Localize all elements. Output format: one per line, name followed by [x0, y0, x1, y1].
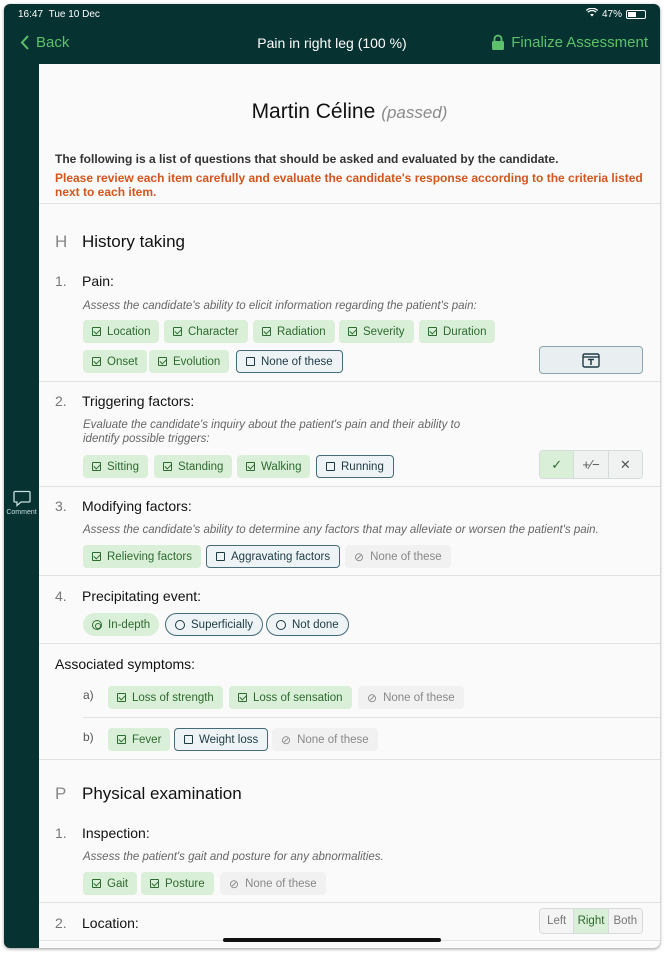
page-title: Pain in right leg (100 %) [257, 35, 407, 51]
nav-bar [4, 24, 660, 64]
chip-fever[interactable]: Fever [108, 728, 170, 751]
candidate-status: (passed) [381, 103, 448, 122]
comment-button[interactable] [4, 490, 39, 516]
chip-severity[interactable]: Severity [339, 320, 414, 343]
sub-label-a: a) [83, 688, 94, 702]
back-label: Back [36, 34, 70, 51]
chip-location[interactable]: Location [83, 320, 159, 343]
evaluate-wrong-button[interactable]: ✕ [608, 451, 642, 478]
radio-in-depth[interactable]: In-depth [83, 613, 159, 636]
chip-radiation[interactable]: Radiation [253, 320, 335, 343]
evaluate-partial-button[interactable]: +⁄− [573, 451, 607, 478]
evaluation-segmented [539, 450, 643, 479]
not-applicable-icon: ⊘ [354, 549, 365, 564]
chip-none-of-these[interactable]: None of these [236, 350, 343, 373]
chip-loss-of-strength[interactable]: Loss of strength [108, 686, 223, 709]
question-description-2: identify possible triggers: [83, 433, 210, 445]
side-right-button[interactable]: Right [573, 909, 607, 933]
finalize-label: Finalize Assessment [511, 34, 648, 51]
sub-label-b: b) [83, 730, 94, 744]
chip-character[interactable]: Character [164, 320, 248, 343]
radio-superficially[interactable]: Superficially [165, 613, 263, 636]
divider [39, 575, 660, 576]
question-description: Assess the candidate's ability to elicit information regarding the patient's pain: [83, 300, 477, 312]
question-precipitating-event: 4. Precipitating event: [55, 588, 202, 604]
status-right [586, 8, 646, 20]
text-toggle-button[interactable] [539, 346, 643, 374]
chip-sitting[interactable]: Sitting [83, 455, 148, 478]
chip-none-of-these[interactable]: ⊘ None of these [272, 728, 378, 751]
chip-none-of-these[interactable]: ⊘ None of these [358, 686, 464, 709]
chip-loss-of-sensation[interactable]: Loss of sensation [229, 686, 352, 709]
assessment-content[interactable] [39, 64, 660, 948]
not-applicable-icon: ⊘ [281, 732, 292, 747]
section-history: H History taking [55, 232, 185, 251]
chip-posture[interactable]: Posture [141, 872, 214, 895]
chip-duration[interactable]: Duration [419, 320, 495, 343]
candidate-header [39, 100, 660, 124]
side-both-button[interactable]: Both [608, 909, 642, 933]
section-physical: P Physical examination [55, 784, 242, 803]
question-location: 2. Location: [55, 915, 139, 931]
divider [83, 717, 660, 718]
warning-text: Please review each item carefully and evaluate the candidate's response according to the criteria listed next to each item. [55, 171, 643, 199]
divider [39, 643, 660, 644]
wifi-icon [586, 8, 598, 20]
chip-onset[interactable]: Onset [83, 350, 147, 373]
app-frame [4, 4, 660, 948]
battery-icon [626, 10, 646, 19]
text-box-icon [582, 353, 600, 368]
chip-aggravating-factors[interactable]: Aggravating factors [206, 545, 340, 568]
chip-standing[interactable]: Standing [154, 455, 232, 478]
finalize-assessment-button[interactable] [491, 34, 648, 51]
question-description: Assess the patient's gait and posture for any abnormalities. [83, 851, 384, 863]
chip-evolution[interactable]: Evolution [149, 350, 229, 373]
radio-not-done[interactable]: Not done [266, 613, 349, 636]
question-description: Assess the candidate's ability to determine any factors that may alleviate or worsen the patient's pain. [83, 524, 599, 536]
chip-relieving-factors[interactable]: Relieving factors [83, 545, 201, 568]
chip-walking[interactable]: Walking [237, 455, 310, 478]
question-modifying-factors: 3. Modifying factors: [55, 498, 192, 514]
question-pain: 1. Pain: [55, 273, 114, 289]
chip-gait[interactable]: Gait [83, 872, 137, 895]
chip-none-of-these[interactable]: ⊘ None of these [345, 545, 451, 568]
home-indicator[interactable] [223, 938, 441, 942]
divider [39, 902, 660, 903]
progress-text: (100 %) [357, 35, 407, 51]
divider [39, 759, 660, 760]
question-triggering-factors: 2. Triggering factors: [55, 393, 195, 409]
divider [39, 486, 660, 487]
not-applicable-icon: ⊘ [367, 690, 378, 705]
associated-symptoms-title: Associated symptoms: [55, 656, 196, 672]
candidate-name: Martin Céline [251, 100, 376, 123]
divider [39, 203, 660, 204]
question-description: Evaluate the candidate's inquiry about the patient's pain and their ability to [83, 419, 461, 431]
side-segmented [539, 908, 643, 934]
comment-label: Comment [6, 509, 37, 516]
chip-none-of-these[interactable]: ⊘ None of these [220, 872, 326, 895]
status-bar [4, 4, 660, 24]
question-inspection: 1. Inspection: [55, 825, 150, 841]
evaluate-correct-button[interactable]: ✓ [540, 451, 573, 478]
not-applicable-icon: ⊘ [229, 876, 240, 891]
comment-icon [13, 490, 31, 507]
battery-percent: 47% [601, 8, 622, 20]
side-left-button[interactable]: Left [540, 909, 573, 933]
chip-weight-loss[interactable]: Weight loss [174, 728, 268, 751]
chip-running[interactable]: Running [316, 455, 394, 478]
divider [39, 381, 660, 382]
status-time: 16:47 Tue 10 Dec [18, 9, 100, 20]
intro-text: The following is a list of questions that should be asked and evaluated by the candidate. [55, 152, 559, 166]
lock-icon [491, 34, 505, 51]
